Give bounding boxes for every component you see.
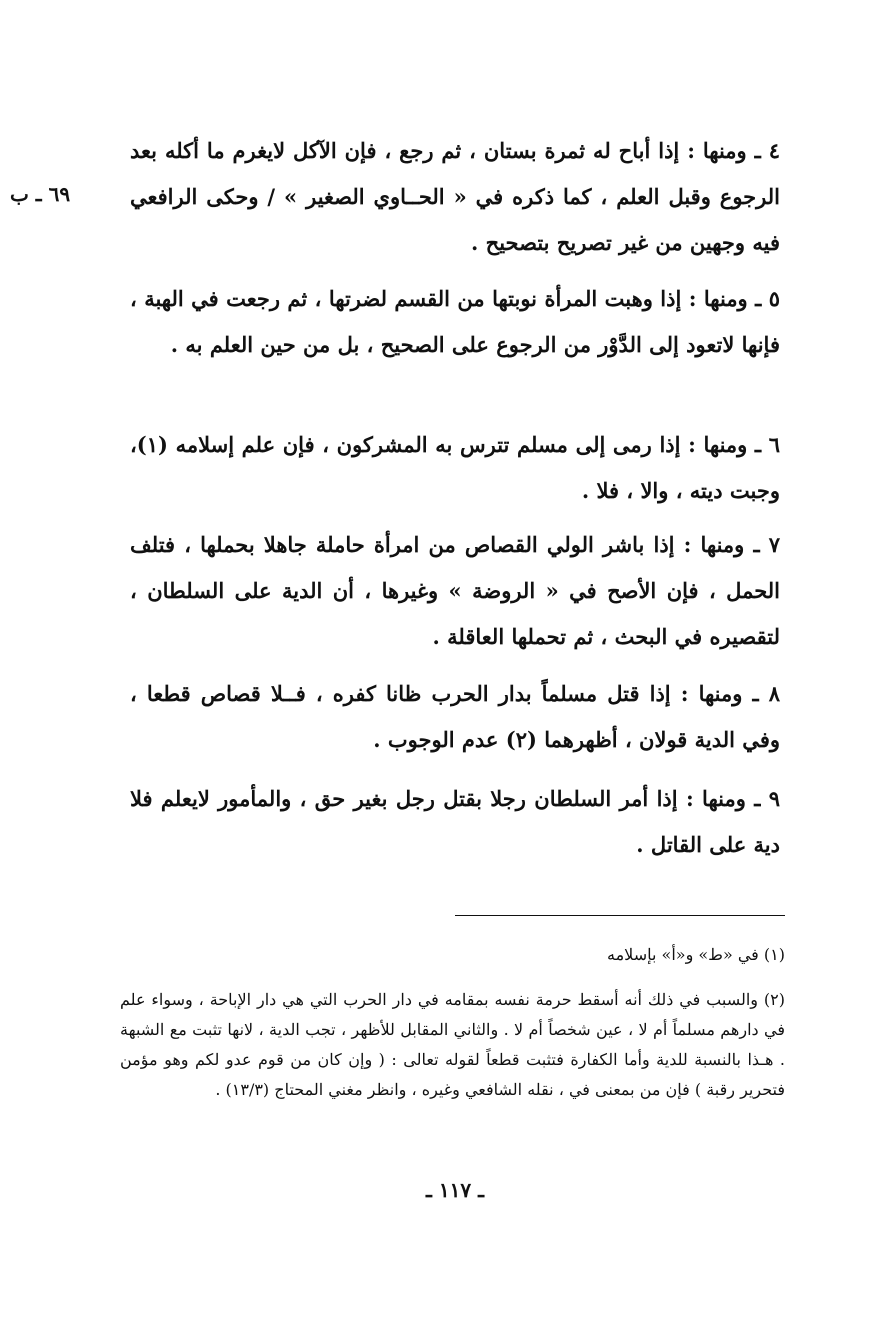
- footnote-separator: [455, 915, 785, 916]
- footnote-1: (١) في «ط» و«أ» بإسلامه: [607, 945, 785, 964]
- paragraph-5: ٥ ـ ومنها : إذا وهبت المرأة نوبتها من القسم لضرتها ، ثم رجعت في الهبة ، فإنها لاتعود إلى الدَّوْر من الرجوع على الصحيح ، بل من حين العلم به .: [130, 286, 780, 357]
- paragraph-9: ٩ ـ ومنها : إذا أمر السلطان رجلا بقتل رجل بغير حق ، والمأمور لايعلم فلا دية على القاتل .: [130, 786, 780, 857]
- page-number: ـ ١١٧ ـ: [426, 1178, 484, 1202]
- paragraph-8: ٨ ـ ومنها : إذا قتل مسلماً بدار الحرب ظانا كفره ، فــلا قصاص قطعا ، وفي الدية قولان ، أظهرهما (٢) عدم الوجوب .: [130, 681, 780, 752]
- paragraph-7: ٧ ـ ومنها : إذا باشر الولي القصاص من امرأة حاملة جاهلا بحملها ، فتلف الحمل ، فإن الأصح في « الروضة » وغيرها ، أن الدية على السلطان ، لتقصيره في البحث ، ثم تحملها العاقلة .: [130, 532, 780, 649]
- paragraph-4: ٤ ـ ومنها : إذا أباح له ثمرة بستان ، ثم رجع ، فإن الآكل لايغرم ما أكله بعد الرجوع وقبل العلم ، كما ذكره في « الحــاوي الصغير » / وحكى الرافعي فيه وجهين من غير تصريح بتصحيح .: [130, 138, 780, 255]
- paragraph-6: ٦ ـ ومنها : إذا رمى إلى مسلم تترس به المشركون ، فإن علم إسلامه (١)، وجبت ديته ، والا ، فلا .: [130, 432, 780, 503]
- footnote-2: (٢) والسبب في ذلك أنه أسقط حرمة نفسه بمقامه في دار الحرب التي هي دار الإباحة ، وسواء علم في دارهم مسلماً أم لا ، عين شخصاً أم لا . والثاني المقابل للأظهر ، تجب الدية ، لانها تثبت مع الشبهة . هـذا بالنسبة للدية وأما الكفارة فتثبت قطعاً لقوله تعالى : ( وإن كان من قوم عدو لكم وهو مؤمن فتحرير رقبة ) فإن من بمعنى في ، نقله الشافعي وغيره ، وانظر مغني المحتاج (١٣/٣) .: [120, 990, 785, 1099]
- manuscript-folio-reference: ٦٩ ـ ب: [10, 182, 71, 206]
